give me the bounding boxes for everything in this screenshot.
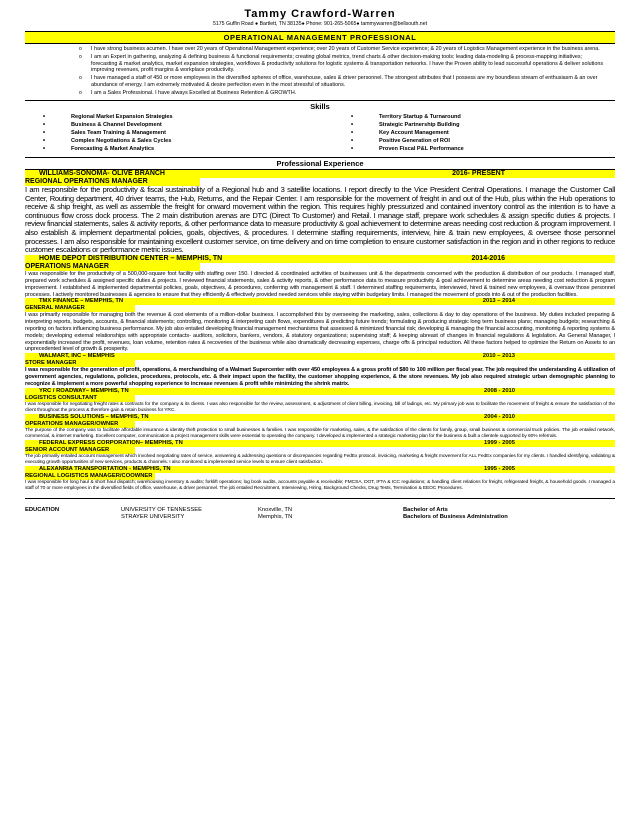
skill-item: • Regional Market Expansion Strategies (43, 113, 351, 121)
job-header (25, 255, 615, 263)
job-description: I was responsible for long haul & short haul dispatch; warehousing inventory & audits; forklift operations; log book audits, accounts payable & receivable; FMCSA, DOT, IFTA & ICC regulations; & handling client relations for freight, refrigerated freight, & household goods. I managed a staff of 70 or more employees in the diversified fields of office, warehouse, & driver personnel. The job entailed Recruitment, Interviewing, Hiring, Background Checks, Drug Tests, Termination & EEOC Procedures. (25, 479, 615, 491)
job-dates: 2010 – 2013 (482, 353, 515, 360)
job-title: LOGISTICS CONSULTANT (25, 395, 135, 402)
degree-name: Bachelors of Business Administration (403, 513, 508, 520)
skills-right-column (351, 113, 464, 153)
job-header (25, 353, 615, 360)
contact-line: 5175 Guffin Road ● Bartlett, TN 38135● Phone: 901-265-5065● tammywarren@bellsouth.net (212, 21, 428, 27)
job-dates: 1995 - 2005 (484, 465, 515, 472)
job-dates: 2008 - 2010 (484, 387, 515, 394)
job-dates: 2014-2016 (471, 254, 505, 262)
resume-page (25, 6, 615, 521)
job-title: GENERAL MANAGER (25, 305, 135, 312)
skill-item: • Positive Generation of ROI (351, 137, 464, 145)
education-locations (258, 507, 403, 521)
job-entry (25, 414, 615, 440)
education-label: EDUCATION (25, 506, 60, 513)
skills-left-column (43, 113, 351, 153)
job-description: I was primarily responsible for managing both the revenue & cost elements of a million-dollar business. I accomplished this by overseeing the marketing, sales, collections & day to day operations of the business. My duties included preparing & interpreting reports, budgets, accounts, & financial statements; controlling, monitoring & interpreting cash flows, expenditures & predicting future trends; formulating & producing strategic long term business plans; managing budgets; researching & reporting on factors influencing business performance. My job also entailed developing financial management mechanisms that assessed & minimized financial risk; developing & managing the financial accounting, monitoring & reporting systems & models; developing external relationships with appropriate contacts- auditors, solicitors, bankers, vendors, & statutory organizations; supervising staff; & keeping abreast of changes in financial regulations & legislation. As General Manager, I exponentially increased the profit, revenues, loan volume, retention rates & recoveries of the business while also dramatically decreasing expenses, charge offs & principal reduction. All these factors helped to optimize the Return on Assets to an unprecedented level of growth & prosperity. (25, 312, 615, 353)
school-location: Memphis, TN (258, 513, 293, 520)
skill-item: • Sales Team Training & Management (43, 129, 351, 137)
job-company: HOME DEPOT DISTRIBUTION CENTER – MEMPHIS, TN (39, 254, 223, 262)
job-company: ALEXANRIA TRANSPORTATION - MEMPHIS, TN (39, 465, 171, 472)
job-dates: 2013 – 2014 (482, 298, 515, 305)
job-entry (25, 255, 615, 299)
skills-heading: Skills (25, 100, 615, 111)
skill-item: • Business & Channel Development (43, 121, 351, 129)
skill-item: • Key Account Management (351, 129, 464, 137)
job-entry (25, 353, 615, 387)
summary-item: o I am a Sales Professional. I have always Excelled at Business Retention & GROWTH. (91, 90, 615, 97)
job-description: I was responsible for the generation of profit, operations, & merchandising of a Walmart Supercenter with over 450 employees & a gross profit of $80 to 100 million per fiscal year. The job required the understanding & utilization of government agencies, regulations, policies, procedures, protocols, etc. & their impact upon the facility, the customer shopping experience, & the store revenues. My job also required strategic urban demographic planning to recognize & implement a more powerful shopping experience to increase revenues & profit while minimizing the shrink matrix. (25, 367, 615, 387)
job-company: WALMART, INC – MEMPHIS (39, 353, 115, 360)
job-company: YRC / ROADWAY– MEMPHIS, TN (39, 387, 129, 394)
experience-heading: Professional Experience (25, 157, 615, 170)
skills-section (25, 113, 615, 153)
job-description: The purpose of the company was to facilitate affordable insurance & identity theft protection to small businesses & families. I was responsible for marketing, sales, & the satisfaction of the clients for family, group, small business & commercial truck policies. The job entailed network, commercial, & internet marketing. Excellent computer, communication & project management skills were essential to operating the company. I developed & implemented a strategic marketing plan for the business & built a clientele supported by 60% referrals. (25, 427, 615, 439)
summary-list (25, 46, 615, 97)
school-name: STRAYER UNIVERSITY (121, 513, 185, 520)
degree-name: Bachelor of Arts (403, 506, 448, 513)
school-name: UNIVERSITY OF TENNESSEE (121, 506, 202, 513)
job-header (25, 388, 615, 395)
job-entry (25, 440, 615, 466)
job-title: STORE MANAGER (25, 360, 135, 367)
summary-heading: OPERATIONAL MANAGEMENT PROFESSIONAL (25, 31, 615, 44)
job-company: BUSINESS SOLUTIONS – MEMPHIS, TN (39, 413, 149, 420)
job-title: OPERATIONS MANAGER/OWNER (25, 421, 135, 428)
job-entry (25, 388, 615, 414)
skill-item: • Territory Startup & Turnaround (351, 113, 464, 121)
candidate-name: Tammy Crawford-Warren (244, 8, 396, 20)
school-location: Knoxville, TN (258, 506, 293, 513)
skill-item: • Strategic Partnership Building (351, 121, 464, 129)
job-header (25, 170, 615, 178)
job-company: FEDERAL EXPRESS CORPORATION– MEMPHIS, TN (39, 439, 183, 446)
job-entry (25, 466, 615, 492)
job-header (25, 298, 615, 305)
job-header (25, 466, 615, 473)
job-title: REGIONAL LOGISTICS MANAGER/COOWNER (25, 473, 155, 480)
job-company: TMX FINANCE – MEMPHIS, TN (39, 298, 124, 305)
education-section (25, 498, 615, 521)
skill-item: • Forecasting & Market Analytics (43, 145, 351, 153)
skill-item: • Complex Negotiations & Sales Cycles (43, 137, 351, 145)
education-degrees (403, 507, 508, 521)
job-dates: 2004 - 2010 (484, 413, 515, 420)
job-title: SENIOR ACCOUNT MANAGER (25, 447, 135, 454)
skill-item: • Proven Fiscal P&L Performance (351, 145, 464, 153)
summary-item: o I have managed a staff of 450 or more employees in the diversified spheres of office, warehouse, sales & driver personnel. The strongest attributes that I possess are my boundless stream of enthusiasm & an over abundance of energy. I am extremely motivated & desire perfection even in the most stressful of situations. (91, 75, 615, 88)
summary-item: o I have strong business acumen. I have over 20 years of Operational Management experience; over 20 years of Customer Service experience; & 20 years of Logistics Management experience in the business arena. (91, 46, 615, 53)
job-dates: 2016- PRESENT (452, 169, 505, 177)
job-description: I am responsible for the productivity & fiscal sustainability of a Regional hub and 3 satellite locations. I report directly to the Vice President Central Operations. I manage the Customer Call Center, Routing department, 40 driver teams, the Hub, Returns, and the Repair Center. I am responsible for the movement of freight in and out of the Hub, plus within the Hub operations to receive & ship freight, as well as assemble the freight for onward movement within the region. This requires highly pressurized and contained inventory control as the intention is to have a continuous flow cross dock process. The 2 main distribution arenas are DTC (Direct To Customer) and Retail. I manage staff, prepare work schedules & assign specific duties & projects. I review financial statements, sales & activity reports, & other performance data to measure productivity & goal achievement to determine areas needing cost reduction & program improvement. I also establish & implement departmental policies, goals, objectives, & procedures. I determine staffing requirements, interview, hire & train new employees, & oversee those personnel processes. I am also responsible for maintaining excellent customer service, on time delivery and on time completion to ensure customer satisfaction in the region and in other regions to reduce customer escalations or performance metric issues. (25, 185, 615, 255)
job-header (25, 440, 615, 447)
job-dates: 1999 - 2005 (484, 439, 515, 446)
summary-item: o I am an Expert in gathering, analyzing & defining business & functional requirements; creating global metrics, trend charts & other decision-making tools; leading data-modeling & process-mapping initiatives; forecasting & market analytics, market expansion strategies, workflows & productivity solutions for logistic systems & transportation networks. I have the Proven ability to lead successful operations & deliver solutions improving revenues, profit margins & workplace productivity. (91, 54, 615, 74)
job-description: I was responsible for negotiating freight rates & contracts for the company & its clients. I was also responsible for the review, assessment, & adjustment of client billing, invoicing, bill of ladings, etc. My primary job was to facilitate the movement of freight & ensure the satisfaction of the client throughout the process & therefore gain & retain business for YRC. (25, 401, 615, 413)
job-description: I was responsible for the productivity of a 500,000-square foot facility with staffing over 150. I directed & coordinated activities of businesses unit & the departments concerned with the production & distribution of our products. I managed staff, prepared work schedules & assigned specific duties & projects. I reviewed financial statements, sales & activity reports, & other performance data to measure productivity & goal achievement to determine areas needing cost reduction & program improvement. I established & implemented departmental policies, goals, objectives, & procedures, conferring with management & staff. I determined staffing requirements, interviewed, hired & trained new employees, & oversaw those personnel processes. I actively monitored businesses & agencies to ensure that they efficiently & effectively provided needed services while staying within budgetary limits. I managed the movement of goods into & out of the production facilities. (25, 271, 615, 298)
job-entry (25, 170, 615, 255)
job-title: OPERATIONS MANAGER (25, 263, 200, 271)
job-company: WILLIAMS-SONOMA- OLIVE BRANCH (39, 169, 165, 177)
job-title: REGIONAL OPERATIONS MANAGER (25, 178, 200, 186)
education-schools (121, 507, 258, 521)
job-entry (25, 298, 615, 353)
job-header (25, 414, 615, 421)
job-description: The job primarily entailed account management which involved negotiating rates of service, answering & addressing questions or discrepancies regarding FedEx protocol, invoicing, marketing & freight movement for ALL FedEx companies for my clients. I handled identifying, validating & executing growth opportunities of new services, products & channels. I also monitored & implemented service levels to ensure client satisfaction. (25, 453, 615, 465)
